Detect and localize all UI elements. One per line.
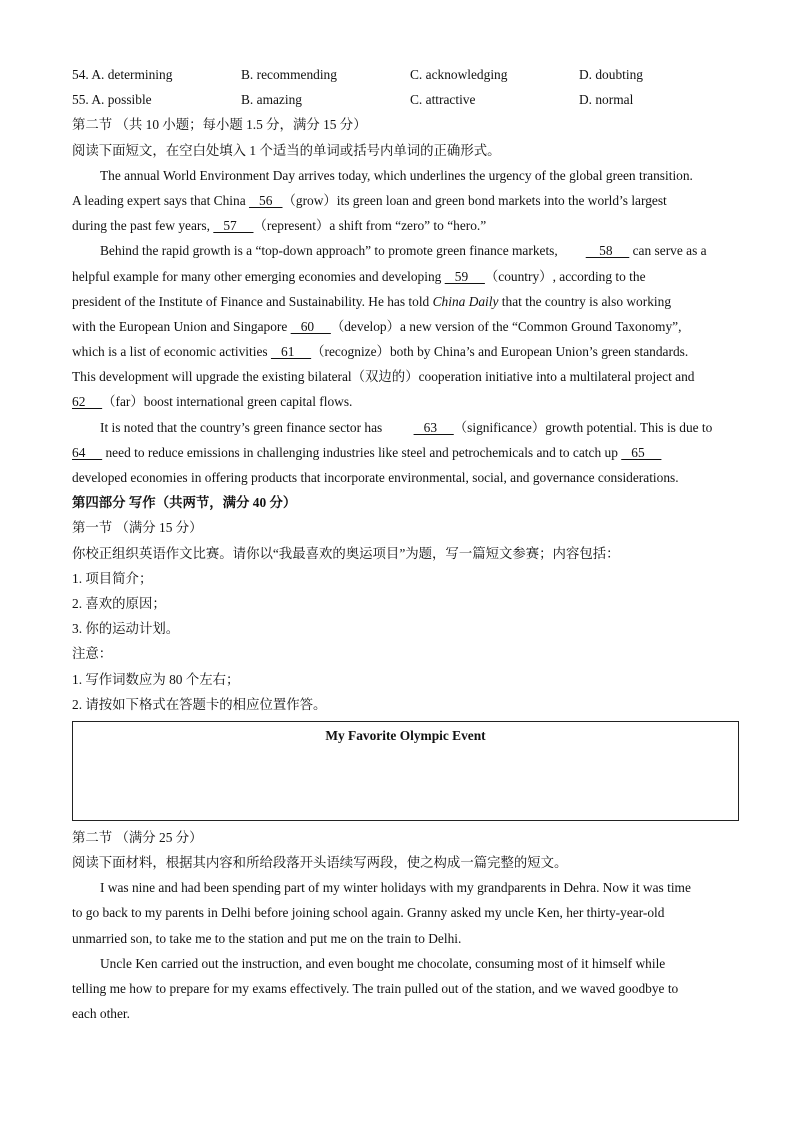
text: can serve as a <box>629 243 707 259</box>
options-row-55 <box>72 87 742 112</box>
blank-65[interactable]: 65 <box>621 444 662 460</box>
text: A leading expert says that China <box>72 192 250 208</box>
story-p2-line-3: each other. <box>72 1006 130 1022</box>
text: Behind the rapid growth is a “top-down approach” to promote green finance markets, <box>100 243 558 259</box>
blank-62[interactable]: 62 <box>72 394 103 410</box>
blank-59[interactable]: 59 <box>444 268 485 284</box>
content-point-2: 2. 喜欢的原因； <box>72 595 166 611</box>
blank-64[interactable]: 64 <box>72 444 103 460</box>
text: （grow）its green loan and green bond markets into the world’s largest <box>282 192 667 208</box>
option-55-a: 55. A. possible <box>72 92 152 108</box>
option-54-d: D. doubting <box>579 67 643 82</box>
option-54-c: C. acknowledging <box>410 67 508 82</box>
passage-line-13: developed economies in offering products that incorporate environmental, social, and governance considerations. <box>72 470 679 485</box>
passage-line-7 <box>72 314 742 339</box>
blank-57[interactable]: 57 <box>213 218 254 234</box>
passage-line-8 <box>72 339 742 364</box>
text: （represent）a shift from “zero” to “hero.” <box>253 218 487 234</box>
passage-line-6 <box>72 289 742 314</box>
note-1: 1. 写作词数应为 80 个左右； <box>72 671 240 687</box>
text: （country）, according to the <box>484 268 646 284</box>
note-label: 注意： <box>72 646 113 662</box>
text: with the European Union and Singapore <box>72 318 291 334</box>
section2-header: 第二节 （共 10 小题；每小题 1.5 分，满分 15 分） <box>72 117 367 133</box>
text: It is noted that the country’s green finance sector has <box>100 419 386 435</box>
blank-60[interactable]: 60 <box>290 318 331 334</box>
option-55-d: D. normal <box>579 92 634 108</box>
blank-56[interactable]: 56 <box>249 192 283 208</box>
content-point-3: 3. 你的运动计划。 <box>72 621 180 637</box>
text: （develop）a new version of the “Common Ground Taxonomy”, <box>330 318 682 334</box>
option-54-b: B. recommending <box>241 67 337 82</box>
passage-line-12 <box>72 440 742 465</box>
text: during the past few years, <box>72 218 214 234</box>
note-2: 2. 请按如下格式在答题卡的相应位置作答。 <box>72 696 327 712</box>
passage-line-9: This development will upgrade the existing bilateral（双边的）cooperation initiative into a multilateral project and <box>72 369 695 385</box>
passage-line-3 <box>72 213 742 238</box>
part4-header: 第四部分 写作（共两节，满分 40 分） <box>72 495 297 511</box>
part4-section2-prompt: 阅读下面材料，根据其内容和所给段落开头语续写两段，使之构成一篇完整的短文。 <box>72 855 568 871</box>
text: president of the Institute of Finance and Sustainability. He has told <box>72 293 433 309</box>
story-p2-line-2: telling me how to prepare for my exams effectively. The train pulled out of the station, and we waved goodbye to <box>72 981 679 996</box>
story-p1-line-3: unmarried son, to take me to the station and put me on the train to Delhi. <box>72 930 462 946</box>
text: that the country is also working <box>498 293 672 309</box>
blank-58[interactable]: 58 <box>585 243 630 259</box>
text: （far）boost international green capital flows. <box>102 394 353 410</box>
option-55-b: B. amazing <box>241 92 302 108</box>
text: （significance）growth potential. This is due to <box>453 419 713 435</box>
answer-box[interactable] <box>72 721 739 821</box>
option-55-c: C. attractive <box>410 92 476 108</box>
passage-line-1: The annual World Environment Day arrives today, which underlines the urgency of the global green transition. <box>100 167 693 183</box>
story-p1-line-2: to go back to my parents in Delhi before joining school again. Granny asked my uncle Ken, her thirty-year-old <box>72 905 665 921</box>
text: helpful example for many other emerging economies and developing <box>72 268 445 284</box>
section2-instruction: 阅读下面短文，在空白处填入 1 个适当的单词或括号内单词的正确形式。 <box>72 142 501 158</box>
option-54-a: 54. A. determining <box>72 67 173 82</box>
story-p1-line-1: I was nine and had been spending part of my winter holidays with my grandparents in Dehra. Now it was time <box>100 880 691 896</box>
exam-page <box>72 62 742 1026</box>
blank-61[interactable]: 61 <box>270 344 312 360</box>
options-row-54 <box>72 62 742 87</box>
text: which is a list of economic activities <box>72 344 271 360</box>
text: （recognize）both by China’s and European Union’s green standards. <box>311 344 689 360</box>
newspaper-name: China Daily <box>432 293 499 309</box>
passage-line-11 <box>72 415 742 440</box>
blank-63[interactable]: 63 <box>413 419 454 435</box>
part4-section1-prompt: 你校正组织英语作文比赛。请你以“我最喜欢的奥运项目”为题，写一篇短文参赛；内容包括： <box>72 545 620 561</box>
part4-section2-header: 第二节 （满分 25 分） <box>72 829 203 845</box>
passage-line-5 <box>72 264 742 289</box>
answer-box-title: My Favorite Olympic Event <box>325 727 486 743</box>
story-p2-line-1: Uncle Ken carried out the instruction, and even bought me chocolate, consuming most of it himself while <box>100 955 666 971</box>
part4-section1-header: 第一节 （满分 15 分） <box>72 520 203 536</box>
text: need to reduce emissions in challenging industries like steel and petrochemicals and to catch up <box>102 444 622 460</box>
content-point-1: 1. 项目简介； <box>72 570 153 586</box>
passage-line-10 <box>72 389 742 414</box>
passage-line-2 <box>72 188 742 213</box>
passage-line-4 <box>72 238 742 263</box>
